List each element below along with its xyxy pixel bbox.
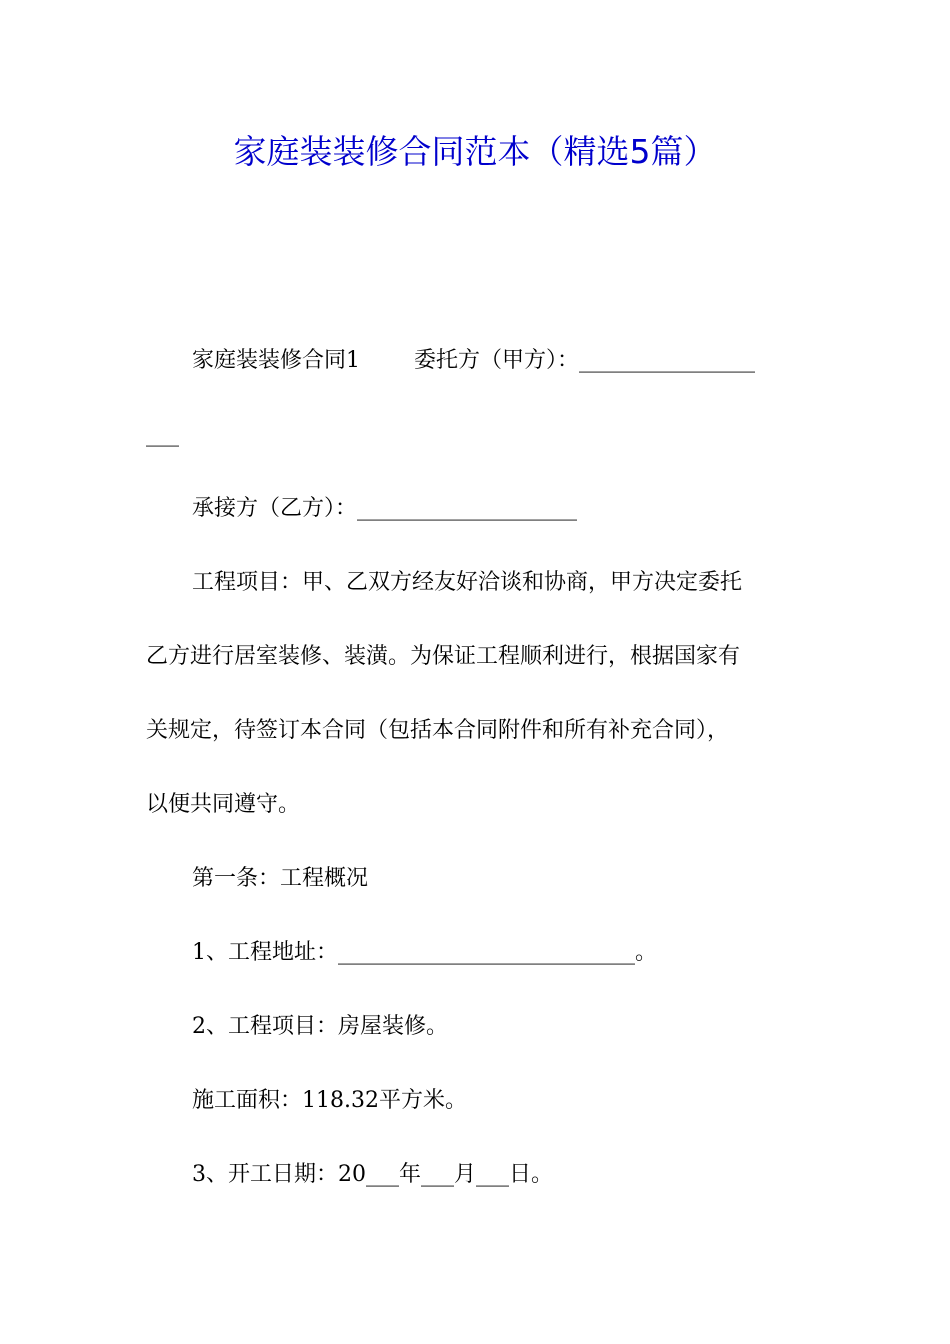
project-address-field: 1、工程地址：___________________________。	[192, 940, 657, 965]
text-line-5: 乙方进行居室装修、装潢。为保证工程顺利进行，根据国家有	[146, 644, 741, 669]
party-a-field: 委托方（甲方）：________________	[414, 348, 756, 373]
construction-area: 施工面积：118.32平方米。	[192, 1088, 467, 1113]
text-line-1	[146, 324, 806, 398]
contract-heading: 家庭装装修合同1	[192, 348, 360, 373]
document-body	[146, 324, 806, 1212]
start-date-field: 3、开工日期：20___年___月___日。	[192, 1162, 553, 1187]
article-heading: 第一条：工程概况	[192, 866, 369, 891]
party-b-field: 承接方（乙方）：____________________	[192, 496, 578, 521]
text-line-4: 工程项目：甲、乙双方经友好洽谈和协商，甲方决定委托	[192, 570, 743, 595]
project-item: 2、工程项目：房屋装修。	[192, 1014, 448, 1039]
text-line-6: 关规定，待签订本合同（包括本合同附件和所有补充合同），	[146, 718, 730, 743]
text-line-7: 以便共同遵守。	[146, 792, 301, 817]
text-line-2: ___	[146, 422, 179, 447]
document-title: 家庭装装修合同范本（精选5篇）	[233, 132, 717, 171]
